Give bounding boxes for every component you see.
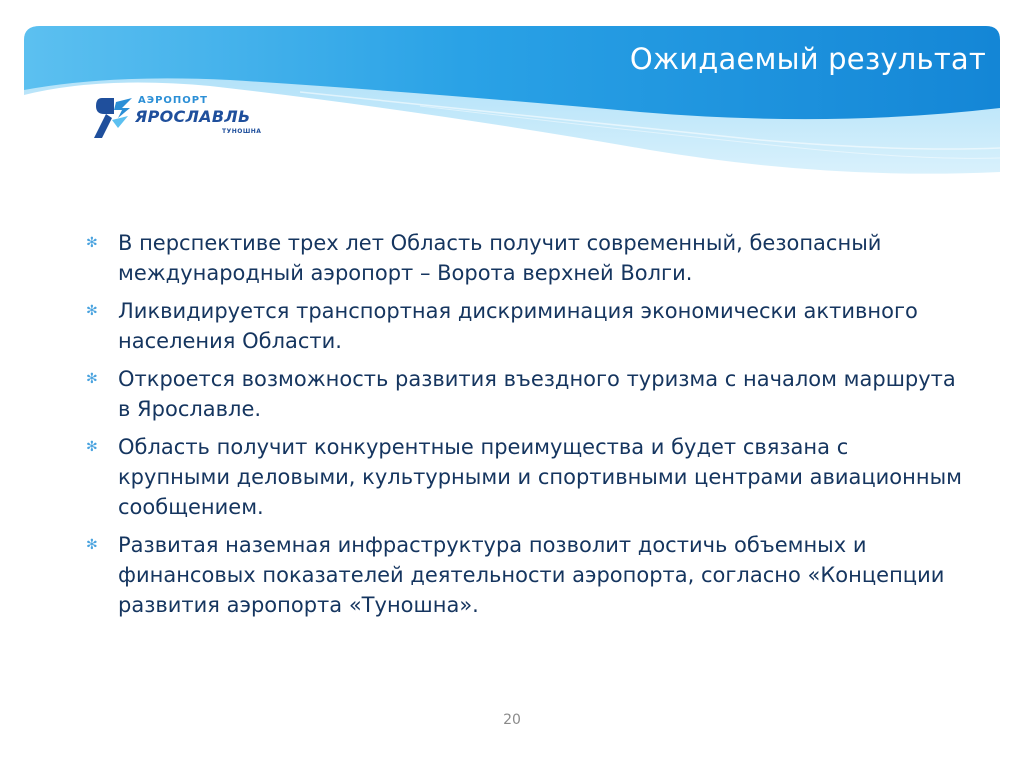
asterisk-bullet-icon: ✻ — [86, 371, 98, 387]
airport-logo — [88, 92, 278, 146]
logo-text-airport: АЭРОПОРТ — [138, 95, 208, 106]
asterisk-bullet-icon: ✻ — [86, 439, 98, 455]
airport-logo-icon — [88, 94, 134, 142]
bullet-text: Область получит конкурентные преимущества и будет связана с крупными деловыми, культурными и спортивными центрами авиационным сообщением. — [118, 435, 963, 519]
asterisk-bullet-icon: ✻ — [86, 303, 98, 319]
list-item — [86, 296, 966, 356]
list-item — [86, 364, 966, 424]
asterisk-bullet-icon: ✻ — [86, 537, 98, 553]
list-item — [86, 530, 966, 620]
bullet-text: Откроется возможность развития въездного туризма с началом маршрута в Ярославле. — [118, 367, 956, 421]
bullet-list — [86, 228, 966, 628]
bullet-text: Развитая наземная инфраструктура позволит достичь объемных и финансовых показателей деятельности аэропорта, согласно «Концепции развития аэропорта «Туношна». — [118, 533, 945, 617]
logo-text-tunoshna: ТУНОШНА — [222, 128, 262, 135]
bullet-text: В перспективе трех лет Область получит современный, безопасный международный аэропорт – Ворота верхней Волги. — [118, 231, 882, 285]
slide-title: Ожидаемый результат — [629, 42, 986, 76]
bullet-text: Ликвидируется транспортная дискриминация экономически активного населения Области. — [118, 299, 918, 353]
list-item — [86, 432, 966, 522]
asterisk-bullet-icon: ✻ — [86, 235, 98, 251]
logo-text-city: ЯРОСЛАВЛЬ — [135, 107, 251, 126]
list-item — [86, 228, 966, 288]
page-number: 20 — [503, 712, 521, 728]
